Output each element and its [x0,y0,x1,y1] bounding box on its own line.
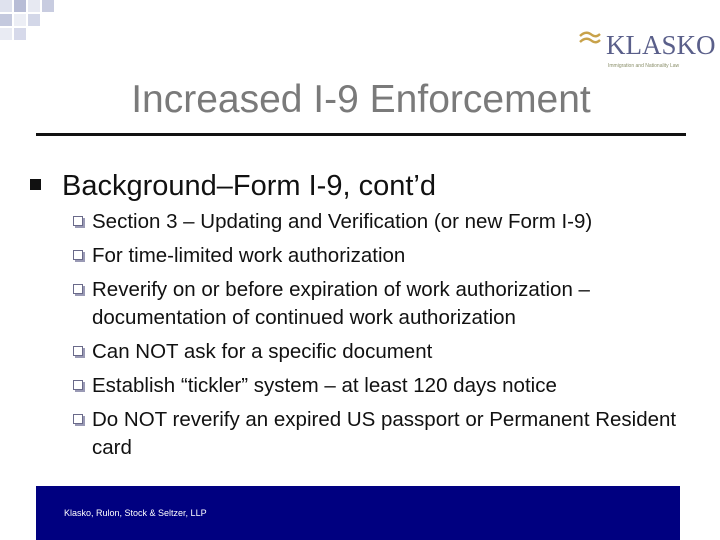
list-item [73,242,693,270]
logo-tagline: Immigration and Nationality Law [608,63,680,69]
heading-text: Background–Form I-9, cont’d [62,170,436,202]
logo-name: KLASKO [606,30,716,60]
list-item [73,406,693,462]
sub-bullet-list [73,208,693,468]
list-item-text: Section 3 – Updating and Verification (or new Form I-9) [92,210,593,233]
list-item-text: Do NOT reverify an expired US passport or Permanent Resident card [92,408,677,459]
footer-bar [36,486,680,540]
list-item [73,276,693,332]
square-bullet-icon [30,179,41,190]
list-item [73,208,693,236]
slide-title: Increased I-9 Enforcement [131,78,591,121]
list-item [73,372,693,400]
klasko-logo [578,26,718,74]
checkbox-bullet-icon [73,216,83,226]
checkbox-bullet-icon [73,414,83,424]
checkbox-bullet-icon [73,284,83,294]
logo-swoosh-icon [578,30,602,50]
checkbox-bullet-icon [73,346,83,356]
list-item-text: Reverify on or before expiration of work authorization – documentation of continued work authorization [92,278,590,329]
list-item-text: Establish “tickler” system – at least 120 days notice [92,374,557,397]
decorative-squares [0,0,80,50]
footer-text: Klasko, Rulon, Stock & Seltzer, LLP [64,508,207,518]
list-item-text: For time-limited work authorization [92,244,406,267]
checkbox-bullet-icon [73,250,83,260]
checkbox-bullet-icon [73,380,83,390]
list-item-text: Can NOT ask for a specific document [92,340,433,363]
heading-bullet-item [30,168,690,204]
list-item [73,338,693,366]
title-divider [36,133,686,136]
